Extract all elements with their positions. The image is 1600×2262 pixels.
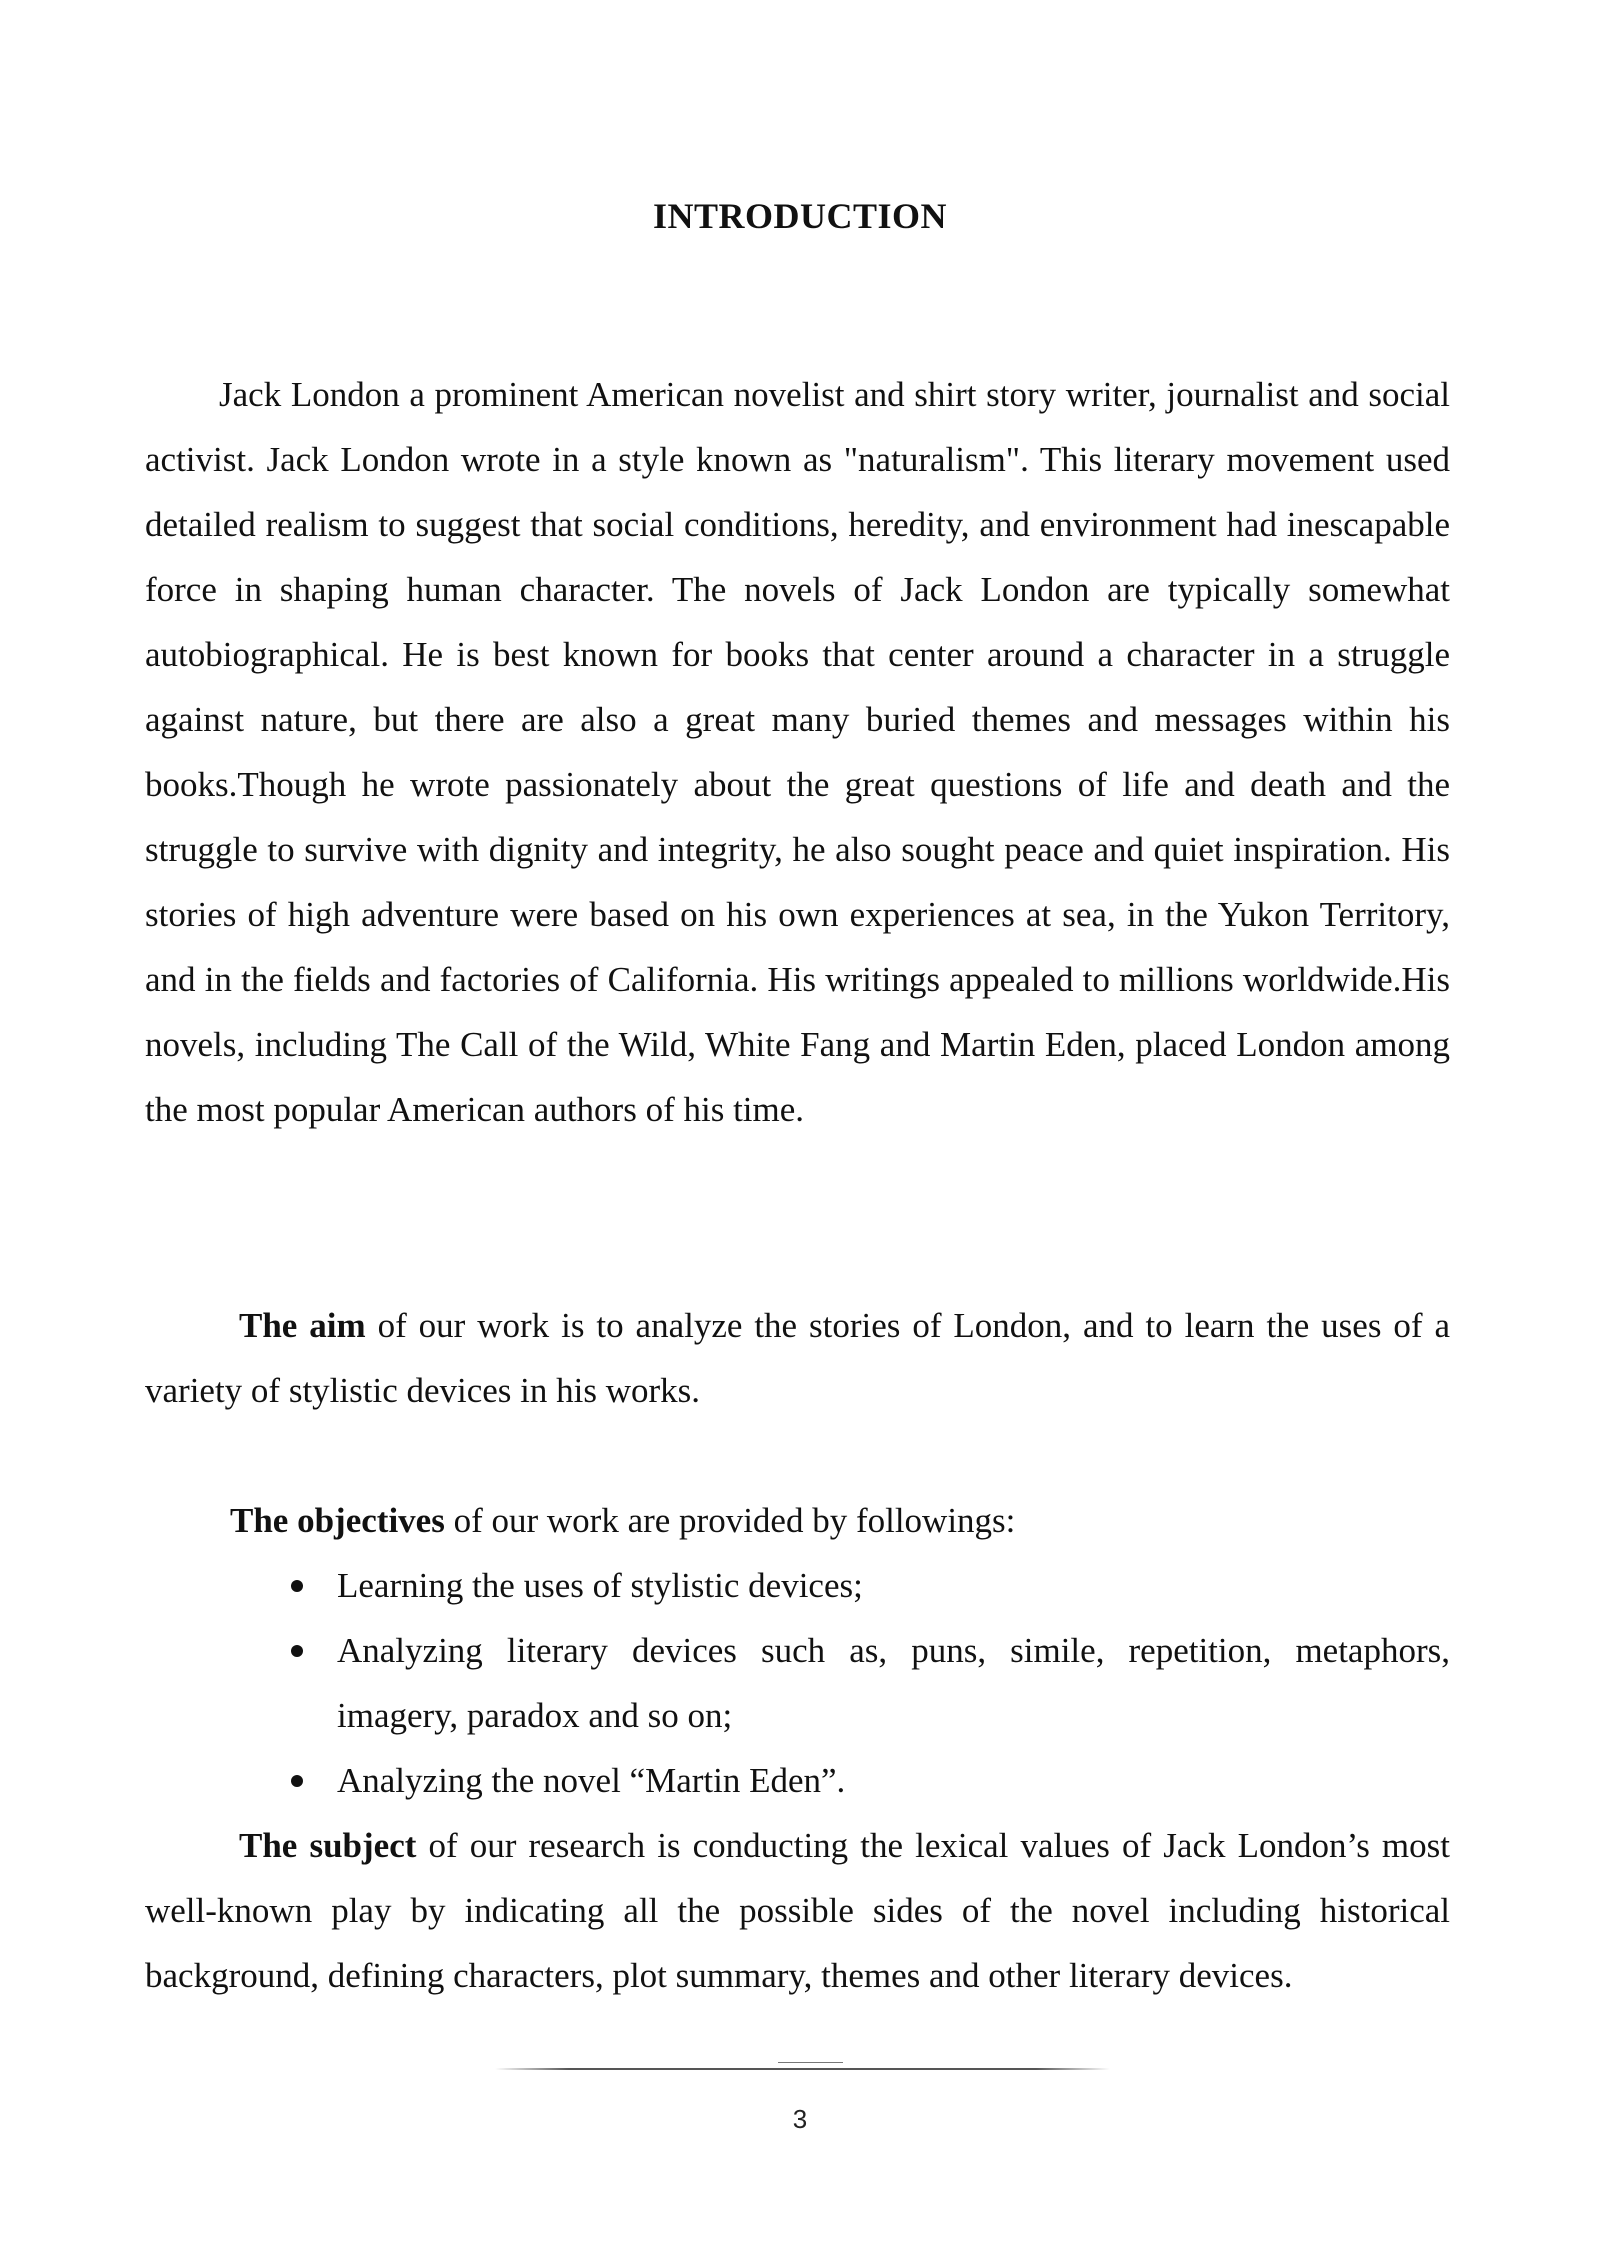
list-item-text: Learning the uses of stylistic devices; (337, 1566, 863, 1605)
page-title: INTRODUCTION (652, 196, 948, 236)
list-item-text: Analyzing literary devices such as, puns, simile, repetition, metaphors, imagery, paradox and so on; (337, 1631, 1450, 1735)
objectives-list (145, 1553, 1450, 1813)
aim-lead: The aim (239, 1306, 366, 1345)
aim-paragraph (145, 1293, 1450, 1423)
subject-paragraph (145, 1813, 1450, 2008)
page-number: 3 (792, 2104, 808, 2134)
list-item (145, 1618, 1450, 1748)
objectives-paragraph (145, 1488, 1450, 1553)
bullet-icon (291, 1580, 303, 1592)
subject-text: of our research is conducting the lexical values of Jack London’s most well-known play by indicating all the possible sides of the novel including historical background, defining characters, plot summary, themes and other literary devices. (145, 1826, 1450, 1995)
bullet-icon (291, 1645, 303, 1657)
objectives-lead: The objectives (230, 1501, 445, 1540)
bullet-icon (291, 1775, 303, 1787)
objectives-text: of our work are provided by followings: (444, 1501, 1016, 1540)
subject-lead: The subject (239, 1826, 417, 1865)
list-item (145, 1553, 1450, 1618)
footer-divider-accent (778, 2062, 843, 2063)
list-item (145, 1748, 1450, 1813)
footer-divider (495, 2068, 1110, 2070)
list-item-text: Analyzing the novel “Martin Eden”. (337, 1761, 846, 1800)
aim-text: of our work is to analyze the stories of London, and to learn the uses of a variety of stylistic devices in his works. (145, 1306, 1450, 1410)
intro-paragraph: Jack London a prominent American novelist and shirt story writer, journalist and social activist. Jack London wrote in a style known as "naturalism". This literary movement used detailed realism to suggest that social conditions, heredity, and environment had inescapable force in shaping human character. The novels of Jack London are typically somewhat autobiographical. He is best known for books that center around a character in a struggle against nature, but there are also a great many buried themes and messages within his books.Though he wrote passionately about the great questions of life and death and the struggle to survive with dignity and integrity, he also sought peace and quiet inspiration. His stories of high adventure were based on his own experiences at sea, in the Yukon Territory, and in the fields and factories of California. His writings appealed to millions worldwide.His novels, including The Call of the Wild, White Fang and Martin Eden, placed London among the most popular American authors of his time. (145, 375, 1450, 1129)
